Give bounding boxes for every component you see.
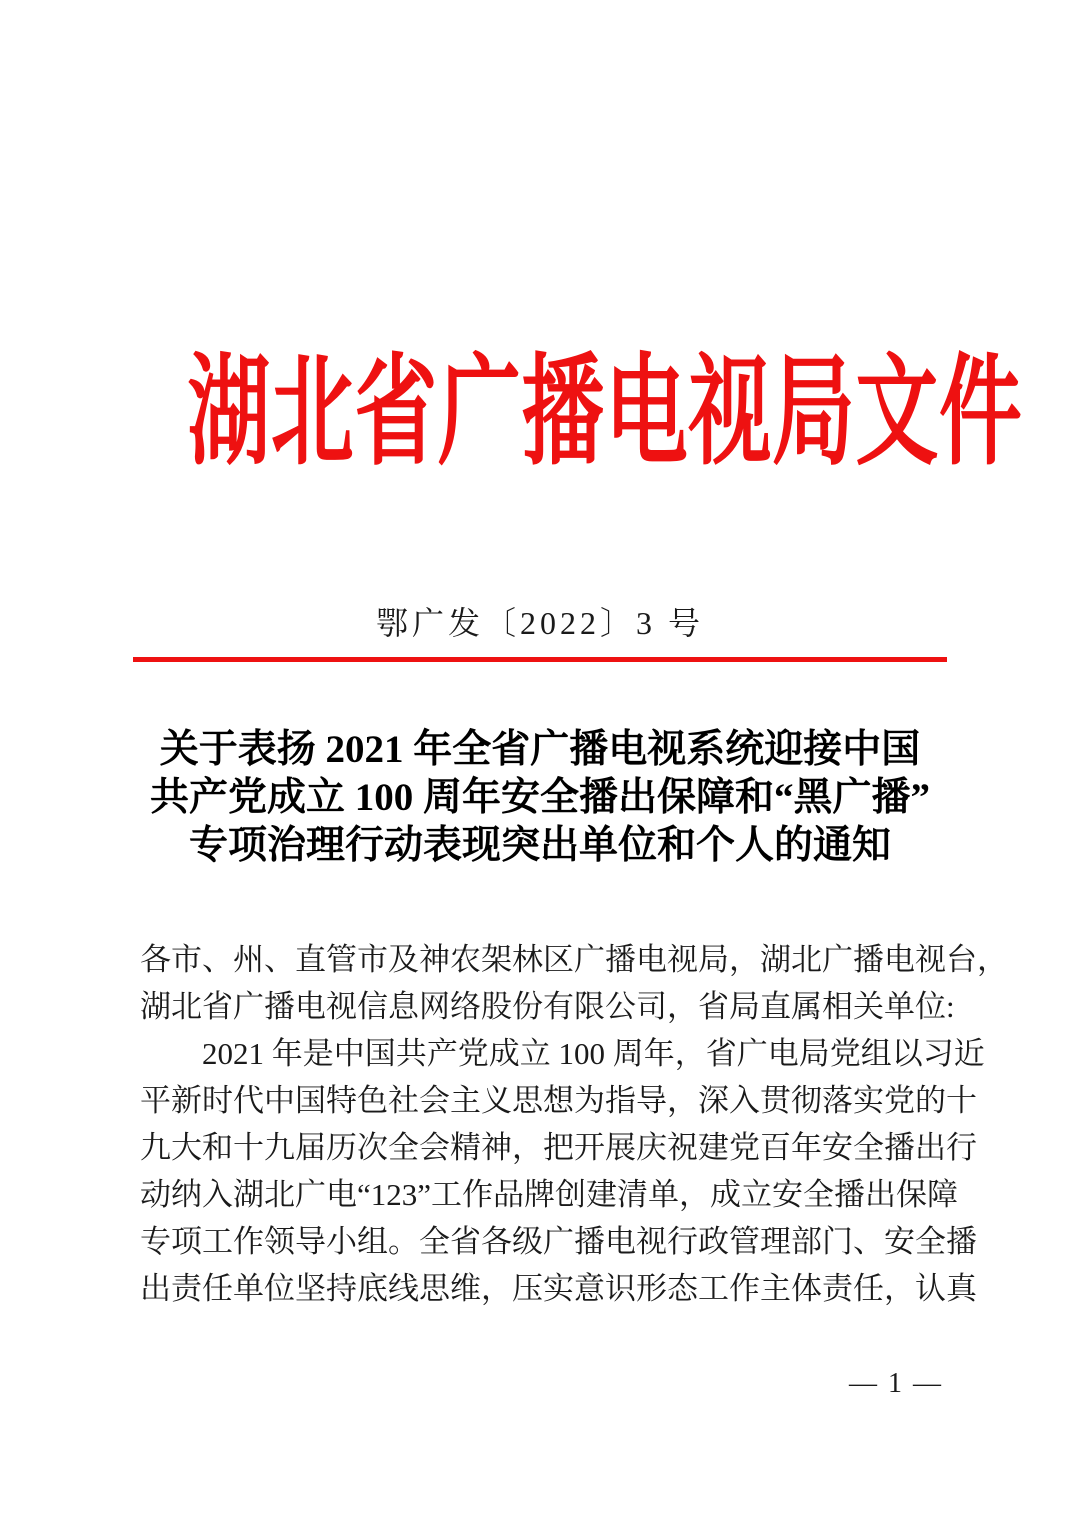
page-number: — 1 — bbox=[849, 1368, 943, 1399]
red-divider-line bbox=[133, 657, 947, 662]
body-text bbox=[140, 936, 1008, 1312]
salutation-line: 各市、州、直管市及神农架林区广播电视局，湖北广播电视台， bbox=[140, 942, 1008, 977]
paragraph-line: 专项工作领导小组。全省各级广播电视行政管理部门、安全播 bbox=[140, 1224, 977, 1259]
paragraph-line: 出责任单位坚持底线思维，压实意识形态工作主体责任，认真 bbox=[140, 1271, 977, 1306]
letterhead-title: 湖北省广播电视局文件 bbox=[187, 346, 1023, 479]
letterhead bbox=[0, 348, 1080, 478]
paragraph-line: 2021 年是中国共产党成立 100 周年，省广电局党组以习近 bbox=[202, 1036, 985, 1071]
paragraph-line: 动纳入湖北广电“123”工作品牌创建清单，成立安全播出保障 bbox=[140, 1177, 959, 1212]
document-title-line-1: 关于表扬 2021 年全省广播电视系统迎接中国 bbox=[159, 728, 921, 771]
document-title-line-2: 共产党成立 100 周年安全播出保障和“黑广播” bbox=[149, 776, 930, 819]
salutation-line: 湖北省广播电视信息网络股份有限公司，省局直属相关单位: bbox=[140, 989, 955, 1024]
paragraph-line: 九大和十九届历次全会精神，把开展庆祝建党百年安全播出行 bbox=[140, 1130, 977, 1165]
paragraph-line: 平新时代中国特色社会主义思想为指导，深入贯彻落实党的十 bbox=[140, 1083, 977, 1118]
document-title bbox=[0, 726, 1080, 870]
document-number: 鄂广发〔2022〕3 号 bbox=[375, 605, 704, 641]
document-title-line-3: 专项治理行动表现突出单位和个人的通知 bbox=[188, 824, 891, 867]
